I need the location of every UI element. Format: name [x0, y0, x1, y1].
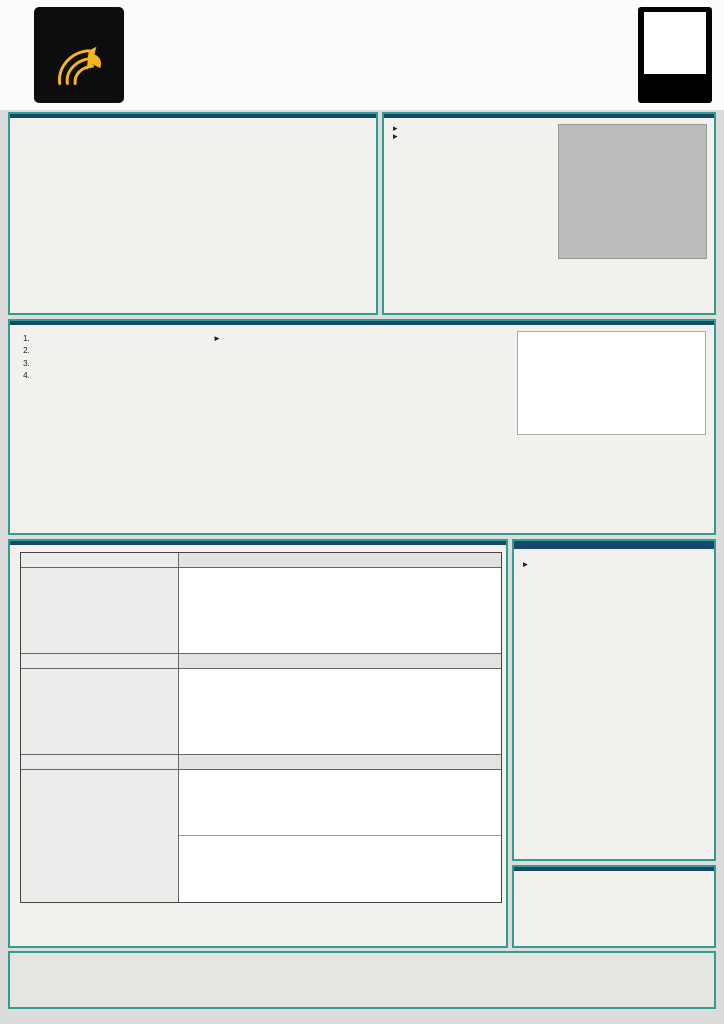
hidalgo-radial-profile-chart-2 — [289, 838, 375, 900]
section-acknowledgements — [512, 865, 716, 948]
mullo-radial-profile-chart — [280, 671, 384, 753]
references-box — [8, 951, 716, 1009]
kondojiro-plots — [179, 568, 501, 654]
hidalgo-plots-row-1 — [179, 770, 501, 836]
hidalgo-scaled-profile-chart-1 — [394, 772, 480, 834]
hidalgo-block — [21, 755, 501, 902]
kondojiro-text — [21, 568, 179, 654]
methodology-mid-column — [213, 331, 510, 438]
kondojiro-block — [21, 553, 501, 654]
figure1-row-labels — [549, 124, 558, 259]
objective-body — [384, 118, 714, 268]
kondojiro-image-thumbnail — [187, 570, 275, 652]
pegasus-icon — [50, 41, 108, 99]
section-5-title — [514, 541, 714, 549]
hidalgo-radial-profile-chart-1 — [289, 772, 375, 834]
figure-2 — [517, 331, 706, 435]
spitzer-image-3p6um-unprocessed — [559, 125, 632, 191]
figure-1 — [549, 124, 707, 262]
mullo-image-thumbnail — [187, 671, 275, 753]
kondojiro-scaled-profile-chart — [390, 570, 494, 652]
poster-header — [0, 0, 724, 110]
mullo-header — [179, 654, 501, 668]
table-2 — [20, 552, 502, 903]
hidalgo-image-2-thumbnail — [200, 838, 270, 900]
jfc-scatter-plot — [518, 332, 705, 434]
figure1-image-panels — [558, 124, 707, 259]
rest-step-3 — [32, 359, 205, 369]
qr-code-block — [638, 7, 712, 103]
objective-bullets — [391, 124, 543, 262]
section-methodology — [8, 319, 716, 535]
acknowledgements-text — [514, 871, 714, 879]
methodology-left-column — [18, 331, 205, 438]
methodology-right-column — [517, 331, 706, 438]
methodology-body — [10, 325, 714, 444]
hidalgo-plots-row-2 — [179, 836, 501, 902]
section-preliminary-results — [8, 539, 508, 948]
rest-steps — [18, 334, 205, 382]
kondojiro-radial-profile-chart — [280, 570, 384, 652]
introduction-text — [10, 118, 376, 131]
results-body — [10, 545, 506, 907]
hidalgo-scaled-profile-chart-2 — [394, 838, 480, 900]
ucf-logo — [34, 7, 124, 103]
section-discussion — [512, 539, 716, 861]
section-introduction — [8, 112, 378, 315]
title-block — [132, 8, 588, 12]
hidalgo-header — [179, 755, 501, 769]
mullo-block — [21, 654, 501, 755]
hidalgo-image-1-thumbnail — [200, 772, 270, 834]
spitzer-image-4p5um-unprocessed — [633, 125, 706, 191]
mullo-plots — [179, 669, 501, 755]
qr-code-icon — [644, 12, 706, 74]
hidalgo-text — [21, 770, 179, 902]
spitzer-image-4p5um-differential — [633, 192, 706, 258]
rest-step-2 — [32, 346, 205, 356]
rest-step-4 — [32, 371, 205, 381]
kondojiro-header — [179, 553, 501, 567]
spitzer-image-3p6um-differential — [559, 192, 632, 258]
mullo-text — [21, 669, 179, 755]
discussion-body — [514, 549, 714, 565]
mullo-scaled-profile-chart — [390, 671, 494, 753]
section-objective — [382, 112, 716, 315]
rest-step-1 — [32, 334, 205, 344]
